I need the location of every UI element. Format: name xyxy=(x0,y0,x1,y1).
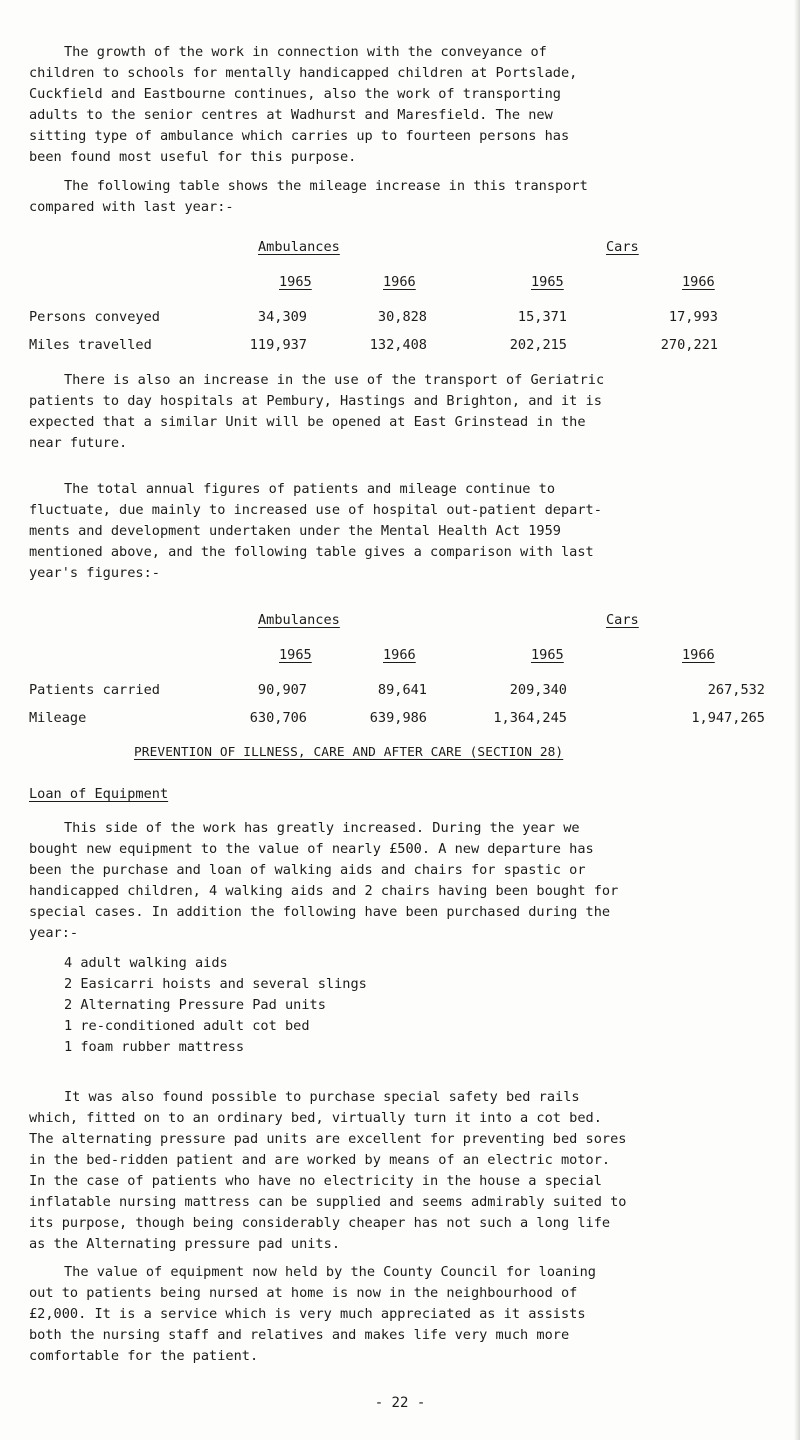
paragraph-school-transport: The growth of the work in connection with the conveyance of children to schools for mentally handicapped children at Portslade, Cuckfield and Eastbourne continues, also the work of transporting adults to the senior centres at Wadhurst and Maresfield. The new sitting type of ambulance which carries up to fourteen persons has been found most useful for this purpose. xyxy=(29,44,578,165)
section-title: PREVENTION OF ILLNESS, CARE AND AFTER CARE (SECTION 28) xyxy=(134,745,564,760)
page-number: - 22 - xyxy=(374,1395,426,1411)
table-cell: 267,532 xyxy=(707,682,765,698)
page-edge-shadow xyxy=(794,0,800,1440)
table-cell: 1,947,265 xyxy=(691,710,765,726)
table-group-header xyxy=(0,237,800,258)
group-cars: Cars xyxy=(606,612,639,628)
year-cars-1966: 1966 xyxy=(682,274,715,290)
row-label: Persons conveyed xyxy=(29,309,160,325)
table-row xyxy=(0,680,800,701)
table-year-header xyxy=(0,272,800,293)
table-row xyxy=(0,307,800,328)
paragraph-loan-equipment: This side of the work has greatly increased. During the year we bought new equipment to the value of nearly £500. A new departure has been the purchase and loan of walking aids and chairs for spastic or handicapped children, 4 walking aids and 2 chairs having been bought for special cases. In addition the following have been purchased during the year:- xyxy=(29,820,619,941)
table-group-header xyxy=(0,610,800,631)
list-item: 2 Alternating Pressure Pad units xyxy=(64,997,326,1013)
table-cell: 209,340 xyxy=(509,682,567,698)
group-ambulances: Ambulances xyxy=(258,239,340,255)
list-item: 1 re-conditioned adult cot bed xyxy=(64,1018,310,1034)
paragraph-annual-figures: The total annual figures of patients and mileage continue to fluctuate, due mainly to increased use of hospital out-patient depart- ments and development undertaken under the Mental Health Act 1959 mentioned above, and the following table gives a comparison with last year's figures:- xyxy=(29,481,602,581)
list-item: 1 foam rubber mattress xyxy=(64,1039,245,1055)
table-row xyxy=(0,335,800,356)
table-year-header xyxy=(0,645,800,666)
group-ambulances: Ambulances xyxy=(258,612,340,628)
table-cell: 15,371 xyxy=(517,309,567,325)
table-cell: 270,221 xyxy=(660,337,718,353)
table-cell: 639,986 xyxy=(369,710,427,726)
table-cell: 89,641 xyxy=(377,682,427,698)
paragraph-mileage-intro: The following table shows the mileage increase in this transport compared with last year:- xyxy=(29,178,588,215)
row-label: Miles travelled xyxy=(29,337,152,353)
list-item: 4 adult walking aids xyxy=(64,955,228,971)
table-cell: 202,215 xyxy=(509,337,567,353)
table-cell: 34,309 xyxy=(257,309,307,325)
year-cars-1965: 1965 xyxy=(531,274,564,290)
table-cell: 630,706 xyxy=(249,710,307,726)
paragraph-safety-rails: It was also found possible to purchase special safety bed rails which, fitted on to an ordinary bed, virtually turn it into a cot bed. The alternating pressure pad units are excellent for preventing bed sores in the bed-ridden patient and are worked by means of an electric motor. In the case of patients who have no electricity in the house a special inflatable nursing mattress can be supplied and seems admirably suited to its purpose, though being considerably cheaper has not such a long life as the Alternating pressure pad units. xyxy=(29,1089,627,1252)
table-cell: 132,408 xyxy=(369,337,427,353)
subsection-title: Loan of Equipment xyxy=(29,786,169,802)
row-label: Mileage xyxy=(29,710,87,726)
table-row xyxy=(0,708,800,729)
equipment-list xyxy=(64,953,367,1058)
paragraph-geriatric-transport: There is also an increase in the use of the transport of Geriatric patients to day hospitals at Pembury, Hastings and Brighton, and it is expected that a similar Unit will be opened at East Grinstead in the near future. xyxy=(29,372,605,451)
table-cell: 90,907 xyxy=(257,682,307,698)
year-ambulances-1965: 1965 xyxy=(279,274,312,290)
table-cell: 119,937 xyxy=(249,337,307,353)
year-ambulances-1966: 1966 xyxy=(383,274,416,290)
table-cell: 17,993 xyxy=(668,309,718,325)
year-ambulances-1966: 1966 xyxy=(383,647,416,663)
table-cell: 1,364,245 xyxy=(493,710,567,726)
paragraph-equipment-value: The value of equipment now held by the County Council for loaning out to patients being nursed at home is now in the neighbourhood of £2,000. It is a service which is very much appreciated as it assists both the nursing staff and relatives and makes life very much more comfortable for the patient. xyxy=(29,1264,596,1364)
year-cars-1965: 1965 xyxy=(531,647,564,663)
table-cell: 30,828 xyxy=(377,309,427,325)
list-item: 2 Easicarri hoists and several slings xyxy=(64,976,367,992)
year-ambulances-1965: 1965 xyxy=(279,647,312,663)
row-label: Patients carried xyxy=(29,682,160,698)
group-cars: Cars xyxy=(606,239,639,255)
year-cars-1966: 1966 xyxy=(682,647,715,663)
